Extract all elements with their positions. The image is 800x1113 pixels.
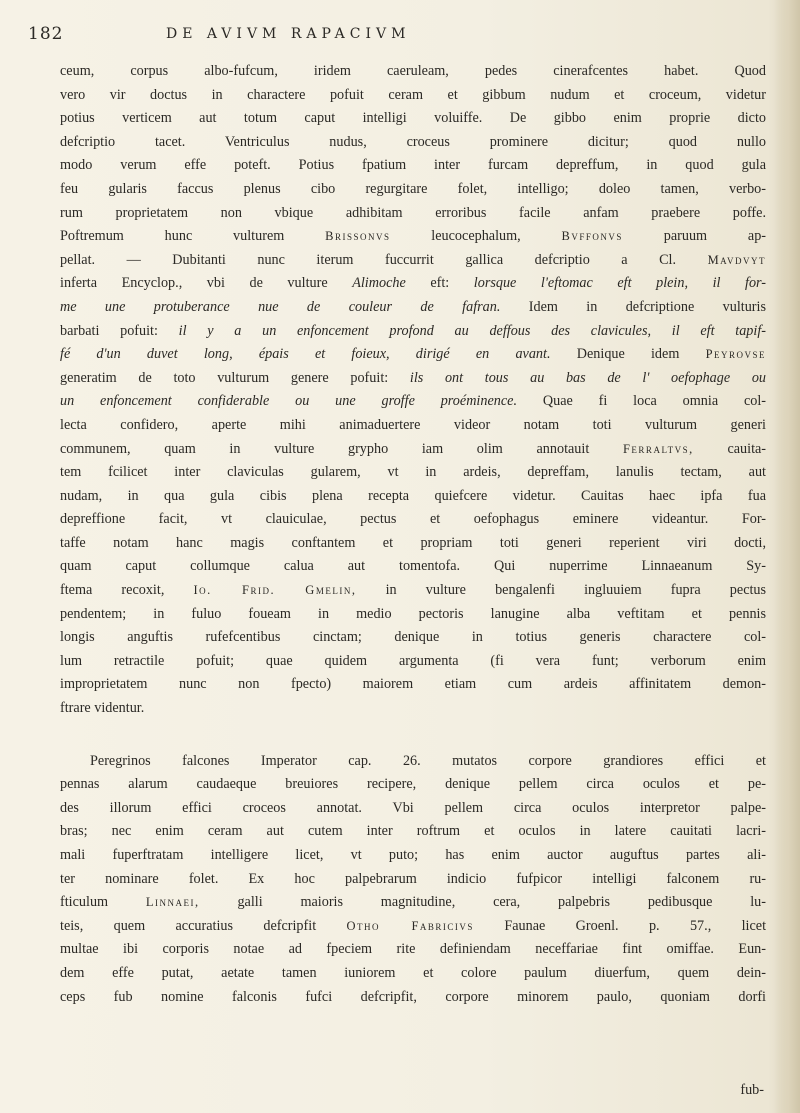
french-quote: me une protuberance nue de couleur de fafran. bbox=[60, 298, 501, 315]
text-line: rum proprietatem non vbique adhibitam erroribus facile anfam praebere poffe. bbox=[60, 204, 766, 221]
french-quote: ils ont tous au bas de l' oefophage ou bbox=[409, 369, 767, 386]
text-line: multae ibi corporis notae ad fpeciem rite definiendam neceffariae fint omiffae. Eun- bbox=[60, 941, 766, 958]
french-quote: lorsque l'eftomac eft plein, il for- bbox=[473, 275, 767, 292]
text-segment: inferta Encyclop., vbi de vulture bbox=[60, 275, 328, 292]
text-segment: cauita- bbox=[727, 440, 767, 457]
text-segment: fticulum bbox=[60, 894, 109, 911]
text-line: lum retractile pofuit; quae quidem argumenta (fi vera funt; verborum enim bbox=[60, 652, 766, 669]
text-line: ceps fub nomine falconis fufci defcripfit, corpore minorem paulo, quoniam dorfi bbox=[60, 988, 766, 1005]
text-line bbox=[60, 296, 766, 320]
author-name: Brissonvs bbox=[325, 229, 391, 244]
text-line: nudam, in qua gula cibis plena recepta quiefcere videtur. Cauitas haec ipfa fua bbox=[60, 487, 766, 504]
page-number: 182 bbox=[28, 24, 64, 44]
author-name: Bvffonvs bbox=[561, 229, 623, 244]
text-segment: in vulture bengalenfi ingluuiem fupra pectus bbox=[385, 582, 767, 599]
text-line: feu gularis faccus plenus cibo regurgitare folet, intelligo; doleo tamen, verbo- bbox=[60, 180, 766, 197]
text-line: bras; nec enim ceram aut cutem inter roftrum et oculos in latere cauitati lacri- bbox=[60, 823, 766, 840]
paragraph-1 bbox=[60, 60, 766, 721]
text-line bbox=[60, 579, 766, 603]
author-name: Mavdvyt bbox=[707, 252, 767, 267]
text-segment: barbati pofuit: bbox=[60, 322, 158, 339]
text-line: pendentem; in fuluo foueam in medio pectoris lanugine alba veftitam et pennis bbox=[60, 605, 766, 622]
text-line bbox=[60, 272, 766, 296]
text-segment: Denique idem bbox=[576, 346, 680, 363]
running-title: DE AVIVM RAPACIVM bbox=[166, 26, 411, 42]
text-segment: teis, quem accuratius defcripfit bbox=[60, 917, 317, 934]
text-line: potius verticem aut totum caput intelligi voluiffe. De gibbo enim proprie dicto bbox=[60, 110, 766, 127]
text-line: longis anguftis rufefcentibus cinctam; denique in totius generis charactere col- bbox=[60, 629, 766, 646]
text-line bbox=[60, 249, 766, 273]
text-segment: pellat. — Dubitanti nunc iterum fuccurrit gallica defcriptio a Cl. bbox=[60, 251, 677, 268]
text-line: depreffione facit, vt clauiculae, pectus et oefophagus eminere videantur. For- bbox=[60, 511, 766, 528]
main-text bbox=[60, 60, 766, 1009]
text-segment: galli maioris magnitudine, cera, palpebris pedibusque lu- bbox=[237, 894, 766, 911]
text-segment: Faunae Groenl. p. 57., licet bbox=[504, 917, 767, 934]
italic-term: Alimoche bbox=[352, 275, 406, 292]
text-segment: Poftremum hunc vulturem bbox=[60, 228, 285, 245]
text-line: defcriptio tacet. Ventriculus nudus, croceus prominere dicitur; quod nullo bbox=[60, 133, 766, 150]
author-name: Io. Frid. Gmelin, bbox=[193, 583, 357, 598]
text-segment: leucocephalum, bbox=[431, 228, 521, 245]
author-name: Peyrovse bbox=[705, 347, 767, 362]
text-segment: Quae fi loca omnia col- bbox=[542, 393, 767, 410]
catchword: fub- bbox=[740, 1082, 764, 1098]
author-name: Linnaei, bbox=[145, 895, 200, 910]
text-line: ceum, corpus albo-fufcum, iridem caeruleam, pedes cinerafcentes habet. Quod bbox=[60, 63, 766, 79]
text-segment: communem, quam in vulture grypho iam olim annotauit bbox=[60, 440, 590, 457]
text-line: des illorum effici croceos annotat. Vbi pellem circa oculos interpretor palpe- bbox=[60, 799, 766, 816]
text-segment: generatim de toto vulturum genere pofuit: bbox=[60, 369, 389, 386]
text-line bbox=[60, 320, 766, 344]
text-line: modo verum effe poteft. Potius fpatium inter furcam depreffum, in quod gula bbox=[60, 157, 766, 174]
text-line bbox=[60, 343, 766, 367]
text-line: dem effe putat, aetate tamen iuniorem et colore paulum diuerfum, quem dein- bbox=[60, 964, 766, 981]
page-edge-shadow bbox=[774, 0, 800, 1113]
text-line bbox=[60, 891, 766, 915]
text-line: ter nominare folet. Ex hoc palpebrarum indicio fufpicor intelligi falconem ru- bbox=[60, 870, 766, 887]
text-line: quam caput collumque calua aut tomentofa. Qui nuperrime Linnaeanum Sy- bbox=[60, 558, 766, 575]
text-segment: Idem in defcriptione vulturis bbox=[528, 298, 766, 315]
text-line bbox=[60, 438, 766, 462]
text-segment: paruum ap- bbox=[663, 228, 767, 245]
text-line: Peregrinos falcones Imperator cap. 26. mutatos corpore grandiores effici et bbox=[90, 752, 766, 769]
text-line bbox=[60, 367, 766, 391]
french-quote: fé d'un duvet long, épais et foieux, dirigé en avant. bbox=[60, 346, 551, 363]
page-header bbox=[28, 24, 768, 48]
text-line: mali fuperftratam intelligere licet, vt puto; has enim auctor auguftus partes ali- bbox=[60, 847, 766, 863]
text-line: taffe notam hanc magis conftantem et propriam toti generi reperient viri docti, bbox=[60, 534, 766, 551]
text-line bbox=[60, 225, 766, 249]
text-line bbox=[60, 915, 766, 939]
text-segment: ftema recoxit, bbox=[60, 582, 165, 599]
author-name: Ferraltvs, bbox=[622, 441, 694, 456]
text-line: pennas alarum caudaeque breuiores recipere, denique pellem circa oculos et pe- bbox=[60, 776, 766, 793]
french-quote: un enfoncement confiderable ou une groffe proéminence. bbox=[60, 393, 518, 410]
text-line: ftrare videntur. bbox=[60, 700, 145, 717]
text-line bbox=[60, 390, 766, 414]
author-name: Otho Fabricivs bbox=[346, 918, 474, 933]
text-line: improprietatem nunc non fpecto) maiorem etiam cum ardeis affinitatem demon- bbox=[60, 676, 766, 693]
paragraph-2 bbox=[60, 750, 766, 1010]
text-line: lecta confidero, aperte mihi animaduertere videor notam toti vulturum generi bbox=[60, 416, 766, 433]
french-quote: il y a un enfoncement profond au deffous des clavicules, il eft tapif- bbox=[178, 322, 766, 339]
text-line: tem fcilicet inter claviculas gularem, vt in ardeis, depreffam, lanulis tectam, aut bbox=[60, 464, 766, 481]
text-line: vero vir doctus in charactere pofuit ceram et gibbum nudum et croceum, videtur bbox=[60, 86, 766, 103]
text-segment: eft: bbox=[430, 275, 450, 292]
